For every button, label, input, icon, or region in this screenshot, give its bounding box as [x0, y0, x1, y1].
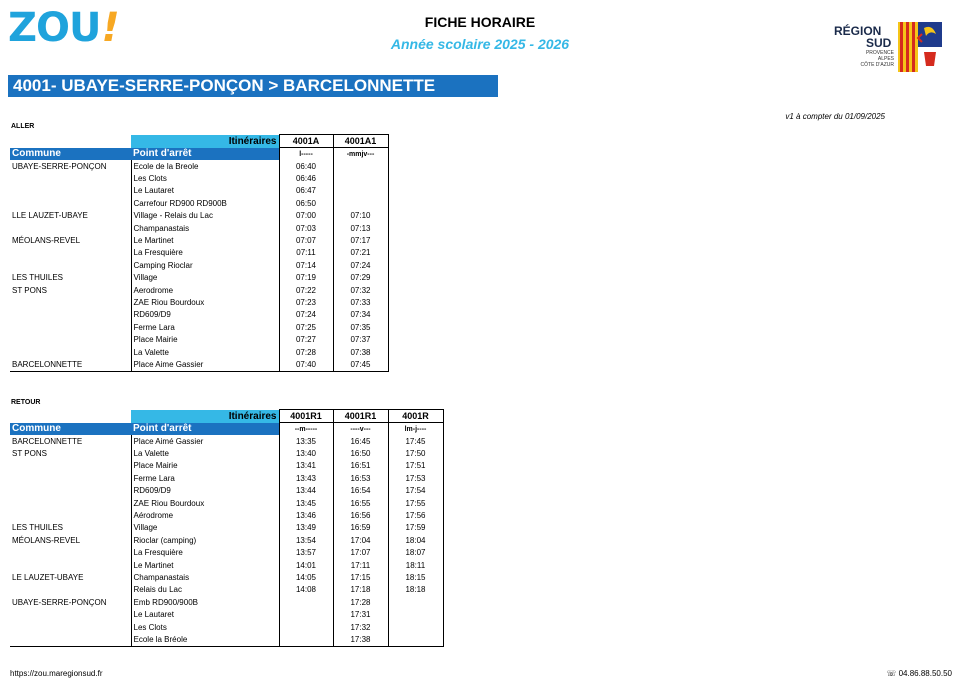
time-cell: 07:45 [333, 358, 388, 371]
zou-logo-text: ZOU [8, 5, 101, 51]
retour-col-days-1: ----v--- [333, 423, 388, 436]
time-cell: 07:24 [333, 259, 388, 271]
time-cell: 18:04 [388, 534, 443, 546]
time-cell: 07:33 [333, 296, 388, 308]
commune-cell [10, 621, 131, 633]
time-cell: 07:37 [333, 333, 388, 345]
commune-cell [10, 259, 131, 271]
time-cell: 17:45 [388, 435, 443, 447]
table-row [10, 571, 443, 583]
stop-cell: La Valette [131, 447, 279, 459]
table-row [10, 259, 388, 271]
table-row [10, 621, 443, 633]
table-row [10, 296, 388, 308]
table-row [10, 485, 443, 497]
table-row [10, 222, 388, 234]
time-cell: 07:11 [279, 247, 333, 259]
table-row [10, 185, 388, 197]
stop-cell: Les Clots [131, 172, 279, 184]
stop-cell: La Fresquière [131, 247, 279, 259]
time-cell [333, 185, 388, 197]
commune-cell [10, 472, 131, 484]
table-row [10, 447, 443, 459]
table-row [10, 547, 443, 559]
page-subtitle: Année scolaire 2025 - 2026 [390, 36, 570, 52]
time-cell: 06:47 [279, 185, 333, 197]
time-cell [388, 608, 443, 620]
table-row [10, 309, 388, 321]
time-cell: 07:27 [279, 333, 333, 345]
retour-col-code-1: 4001R1 [333, 410, 388, 423]
commune-cell: MÉOLANS-REVEL [12, 236, 81, 246]
retour-timetable [10, 409, 444, 647]
time-cell: 14:01 [279, 559, 333, 571]
aller-col-code-0: 4001A [279, 135, 333, 148]
footer-phone-number: 04.86.88.50.50 [898, 669, 952, 678]
stop-cell: La Fresquière [131, 547, 279, 559]
time-cell: 17:32 [333, 621, 388, 633]
table-row [10, 210, 388, 222]
time-cell: 17:59 [388, 522, 443, 534]
time-cell [279, 621, 333, 633]
time-cell: 13:41 [279, 460, 333, 472]
time-cell: 17:54 [388, 485, 443, 497]
time-cell: 13:40 [279, 447, 333, 459]
commune-cell: LES THUILES [12, 273, 63, 283]
commune-cell [10, 321, 131, 333]
retour-commune-header: Commune [10, 423, 131, 436]
stop-cell: Ferme Lara [131, 321, 279, 333]
commune-cell [10, 485, 131, 497]
stop-cell: Ecole la Bréole [131, 633, 279, 646]
time-cell: 18:07 [388, 547, 443, 559]
stop-cell: Le Martinet [131, 559, 279, 571]
time-cell: 07:07 [279, 234, 333, 246]
table-row [10, 346, 388, 358]
table-row [10, 234, 388, 246]
time-cell: 07:21 [333, 247, 388, 259]
aller-timetable [10, 134, 389, 372]
time-cell: 17:18 [333, 584, 388, 596]
time-cell: 17:31 [333, 608, 388, 620]
time-cell: 16:56 [333, 509, 388, 521]
time-cell: 06:46 [279, 172, 333, 184]
commune-cell [10, 633, 131, 646]
stop-cell: Le Lautaret [131, 608, 279, 620]
time-cell: 07:23 [279, 296, 333, 308]
commune-cell [10, 296, 131, 308]
time-cell [279, 608, 333, 620]
table-row [10, 172, 388, 184]
stop-cell: Champanastais [131, 571, 279, 583]
time-cell: 13:54 [279, 534, 333, 546]
footer-phone [886, 669, 952, 678]
stop-cell: Place Aimé Gassier [131, 435, 279, 447]
table-row [10, 284, 388, 296]
stop-cell: Ferme Lara [131, 472, 279, 484]
table-row [10, 358, 388, 371]
time-cell: 17:07 [333, 547, 388, 559]
time-cell: 17:51 [388, 460, 443, 472]
table-row [10, 633, 443, 646]
commune-cell [10, 497, 131, 509]
time-cell [388, 633, 443, 646]
aller-commune-header: Commune [10, 148, 131, 161]
time-cell: 16:53 [333, 472, 388, 484]
time-cell: 17:53 [388, 472, 443, 484]
table-row [10, 460, 443, 472]
time-cell: 13:43 [279, 472, 333, 484]
table-row [10, 272, 388, 284]
stop-cell: Carrefour RD900 RD900B [131, 197, 279, 209]
stop-cell: Ecole de la Breole [131, 160, 279, 172]
stop-cell: Champanastais [131, 222, 279, 234]
time-cell: 18:11 [388, 559, 443, 571]
aller-col-days-1: -mmjv--- [333, 148, 388, 161]
commune-cell [10, 584, 131, 596]
time-cell: 17:56 [388, 509, 443, 521]
time-cell: 16:45 [333, 435, 388, 447]
table-row [10, 522, 443, 534]
table-row [10, 321, 388, 333]
time-cell: 17:15 [333, 571, 388, 583]
time-cell: 07:03 [279, 222, 333, 234]
time-cell [279, 633, 333, 646]
zou-logo-mark: ! [101, 5, 120, 51]
table-row [10, 497, 443, 509]
time-cell: 13:44 [279, 485, 333, 497]
commune-cell [10, 185, 131, 197]
time-cell: 07:10 [333, 210, 388, 222]
stop-cell: Place Mairie [131, 460, 279, 472]
table-row [10, 472, 443, 484]
validity-note: v1 à compter du 01/09/2025 [785, 112, 885, 121]
stop-cell: Place Aime Gassier [131, 358, 279, 371]
commune-cell: BARCELONNETTE [12, 436, 83, 446]
time-cell: 17:04 [333, 534, 388, 546]
retour-col-days-2: lm-j---- [388, 423, 443, 436]
line-banner: 4001- UBAYE-SERRE-PONÇON > BARCELONNETTE [8, 75, 498, 97]
time-cell: 13:46 [279, 509, 333, 521]
time-cell [388, 596, 443, 608]
region-sud-logo [826, 22, 944, 74]
region-logo-line2: SUD [866, 36, 892, 50]
stop-cell: ZAE Riou Bourdoux [131, 497, 279, 509]
retour-table [10, 409, 444, 647]
time-cell: 18:15 [388, 571, 443, 583]
commune-cell [10, 333, 131, 345]
time-cell [279, 596, 333, 608]
time-cell: 07:13 [333, 222, 388, 234]
page-title: FICHE HORAIRE [424, 14, 536, 30]
time-cell: 18:18 [388, 584, 443, 596]
time-cell: 07:32 [333, 284, 388, 296]
commune-cell: UBAYE-SERRE-PONÇON [12, 161, 107, 171]
table-row [10, 197, 388, 209]
aller-stop-header: Point d'arrêt [131, 148, 279, 161]
time-cell: 07:14 [279, 259, 333, 271]
time-cell: 17:55 [388, 497, 443, 509]
time-cell: 07:40 [279, 358, 333, 371]
commune-cell [10, 247, 131, 259]
time-cell: 07:22 [279, 284, 333, 296]
time-cell: 07:24 [279, 309, 333, 321]
time-cell: 16:50 [333, 447, 388, 459]
stop-cell: La Valette [131, 346, 279, 358]
commune-cell: UBAYE-SERRE-PONÇON [12, 597, 107, 607]
table-row [10, 596, 443, 608]
time-cell: 17:28 [333, 596, 388, 608]
time-cell: 07:17 [333, 234, 388, 246]
stop-cell: RD609/D9 [131, 485, 279, 497]
time-cell [333, 160, 388, 172]
stop-cell: Rioclar (camping) [131, 534, 279, 546]
commune-cell: LE LAUZET-UBAYE [12, 572, 84, 582]
time-cell: 07:25 [279, 321, 333, 333]
time-cell [333, 172, 388, 184]
phone-icon: ☏ [886, 669, 897, 678]
table-row [10, 584, 443, 596]
commune-cell [10, 608, 131, 620]
stop-cell: ZAE Riou Bourdoux [131, 296, 279, 308]
time-cell: 07:00 [279, 210, 333, 222]
region-logo-subtext: PROVENCE ALPES CÔTE D'AZUR [860, 50, 894, 68]
retour-stop-header: Point d'arrêt [131, 423, 279, 436]
table-row [10, 247, 388, 259]
retour-col-days-0: --m----- [279, 423, 333, 436]
stop-cell: RD609/D9 [131, 309, 279, 321]
time-cell: 16:54 [333, 485, 388, 497]
aller-table [10, 134, 389, 372]
table-row [10, 333, 388, 345]
footer-url-link[interactable]: https://zou.maregionsud.fr [10, 669, 103, 678]
commune-cell: MÉOLANS-REVEL [12, 535, 81, 545]
time-cell: 16:51 [333, 460, 388, 472]
region-logo-line1: RÉGION [834, 24, 882, 38]
stop-cell: Village [131, 522, 279, 534]
stop-cell: Village [131, 272, 279, 284]
commune-cell [10, 172, 131, 184]
time-cell: 13:49 [279, 522, 333, 534]
table-row [10, 608, 443, 620]
retour-col-code-0: 4001R1 [279, 410, 333, 423]
time-cell: 07:35 [333, 321, 388, 333]
aller-itineraires-label: Itinéraires [131, 135, 279, 148]
time-cell: 14:05 [279, 571, 333, 583]
commune-cell: ST PONS [12, 285, 47, 295]
time-cell: 07:34 [333, 309, 388, 321]
aller-label: ALLER [11, 123, 35, 130]
stop-cell: Relais du Lac [131, 584, 279, 596]
time-cell: 17:38 [333, 633, 388, 646]
commune-cell: LLE LAUZET-UBAYE [12, 211, 88, 221]
time-cell [333, 197, 388, 209]
commune-cell [10, 309, 131, 321]
retour-label: RETOUR [11, 399, 41, 406]
retour-col-code-2: 4001R [388, 410, 443, 423]
table-row [10, 509, 443, 521]
time-cell: 06:40 [279, 160, 333, 172]
commune-cell: ST PONS [12, 449, 47, 459]
commune-cell [10, 222, 131, 234]
table-row [10, 435, 443, 447]
table-row [10, 559, 443, 571]
stop-cell: Camping Rioclar [131, 259, 279, 271]
aller-col-code-1: 4001A1 [333, 135, 388, 148]
commune-cell [10, 509, 131, 521]
commune-cell: LES THUILES [12, 523, 63, 533]
table-row [10, 160, 388, 172]
time-cell: 13:57 [279, 547, 333, 559]
stop-cell: Village - Relais du Lac [131, 210, 279, 222]
retour-itineraires-label: Itinéraires [131, 410, 279, 423]
time-cell: 16:59 [333, 522, 388, 534]
stop-cell: Le Lautaret [131, 185, 279, 197]
commune-cell [10, 460, 131, 472]
stop-cell: Emb RD900/900B [131, 596, 279, 608]
time-cell: 16:55 [333, 497, 388, 509]
stop-cell: Place Mairie [131, 333, 279, 345]
time-cell: 17:11 [333, 559, 388, 571]
stop-cell: Le Martinet [131, 234, 279, 246]
time-cell: 13:45 [279, 497, 333, 509]
time-cell: 07:38 [333, 346, 388, 358]
stop-cell: Les Clots [131, 621, 279, 633]
commune-cell [10, 547, 131, 559]
aller-col-days-0: l----- [279, 148, 333, 161]
time-cell: 13:35 [279, 435, 333, 447]
time-cell: 07:19 [279, 272, 333, 284]
stop-cell: Aerodrome [131, 284, 279, 296]
time-cell: 14:08 [279, 584, 333, 596]
time-cell: 07:29 [333, 272, 388, 284]
commune-cell: BARCELONNETTE [10, 358, 131, 371]
stop-cell: Aérodrome [131, 509, 279, 521]
commune-cell [10, 197, 131, 209]
region-flag-icon [898, 22, 942, 72]
time-cell [388, 621, 443, 633]
time-cell: 06:50 [279, 197, 333, 209]
commune-cell [10, 559, 131, 571]
time-cell: 17:50 [388, 447, 443, 459]
table-row [10, 534, 443, 546]
commune-cell [10, 346, 131, 358]
time-cell: 07:28 [279, 346, 333, 358]
